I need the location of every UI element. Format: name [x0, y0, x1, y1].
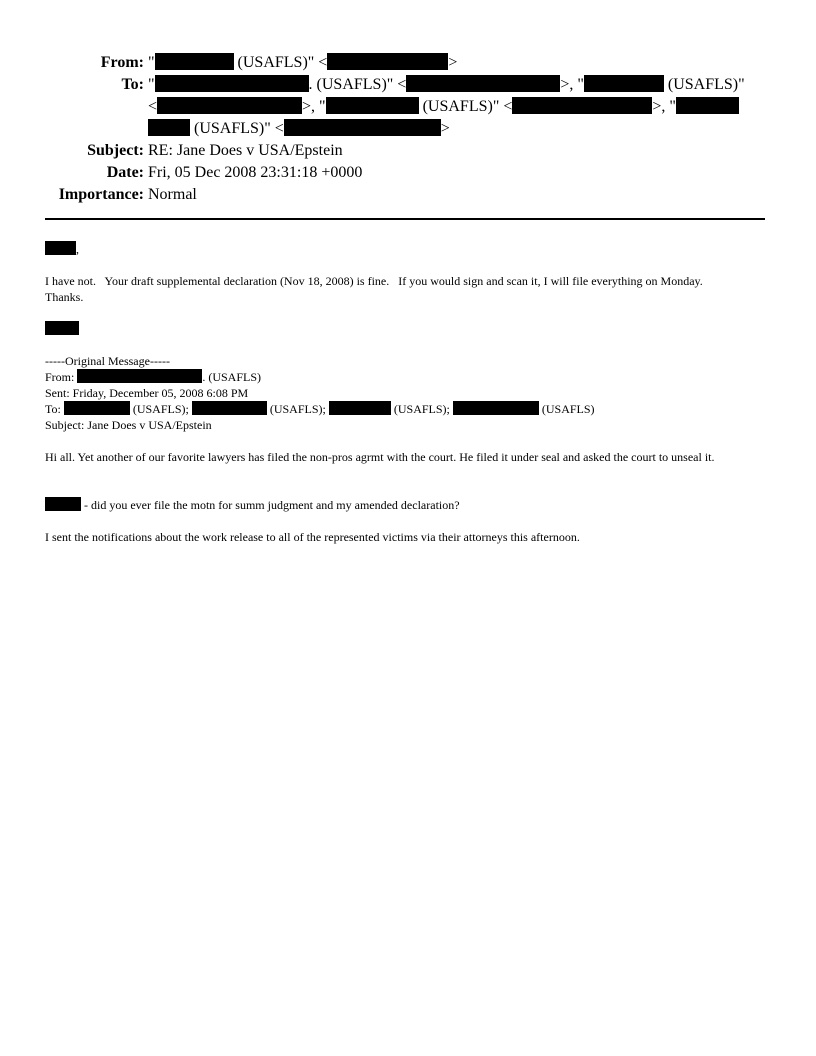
from-label: From: — [100, 54, 144, 71]
greeting-line: , — [45, 241, 775, 257]
redaction-block — [453, 401, 539, 415]
redaction-block — [584, 75, 664, 92]
redaction-block — [155, 75, 309, 92]
redaction-block — [676, 97, 739, 114]
header-divider — [45, 218, 765, 220]
redaction-block — [326, 97, 419, 114]
redaction-block — [64, 401, 130, 415]
redaction-block — [327, 53, 448, 70]
redaction-block — [45, 241, 76, 255]
redaction-block — [157, 97, 302, 114]
to-value-line2: < >, " (USAFLS)" < >, " — [148, 96, 748, 118]
redaction-block — [148, 119, 190, 136]
redaction-block — [45, 321, 79, 335]
from-value: " (USAFLS)" < > — [148, 54, 458, 71]
original-to: To: (USAFLS); (USAFLS); (USAFLS); (USAFLS) — [45, 402, 595, 416]
reply-text: I have not. Your draft supplemental declaration (Nov 18, 2008) is fine. If you would sign and scan it, I will file everything on Monday. — [45, 274, 703, 288]
original-para1: Hi all. Yet another of our favorite lawyers has filed the non-pros agrmt with the court. He filed it under seal and asked the court to unseal it. — [45, 450, 715, 464]
importance-label: Importance: — [58, 186, 144, 203]
original-separator: -----Original Message----- — [45, 354, 170, 368]
subject-label: Subject: — [87, 142, 144, 159]
subject-value: RE: Jane Does v USA/Epstein — [148, 142, 343, 159]
to-value-line3: (USAFLS)" < > — [148, 118, 748, 140]
original-para2: - did you ever file the motn for summ judgment and my amended declaration? — [45, 497, 775, 513]
original-from: From: . (USAFLS) — [45, 370, 262, 384]
to-label: To: — [121, 76, 144, 93]
signature-line — [45, 321, 775, 337]
original-para3: I sent the notifications about the work release to all of the represented victims via their attorneys this afternoon. — [45, 530, 580, 544]
redaction-block — [192, 401, 267, 415]
original-sent: Sent: Friday, December 05, 2008 6:08 PM — [45, 386, 249, 400]
redaction-block — [329, 401, 391, 415]
reply-thanks: Thanks. — [45, 290, 84, 304]
redaction-block — [155, 53, 234, 70]
reply-paragraph — [45, 273, 775, 305]
importance-value: Normal — [148, 186, 197, 203]
redaction-block — [284, 119, 441, 136]
date-value: Fri, 05 Dec 2008 23:31:18 +0000 — [148, 164, 363, 181]
date-label: Date: — [106, 164, 144, 181]
redaction-block — [406, 75, 560, 92]
to-value-line1: " . (USAFLS)" < >, " (USAFLS)" — [148, 76, 745, 93]
redaction-block — [77, 369, 202, 383]
original-subject: Subject: Jane Does v USA/Epstein — [45, 418, 212, 432]
redaction-block — [512, 97, 652, 114]
original-message — [45, 353, 775, 433]
redaction-block — [45, 497, 81, 511]
